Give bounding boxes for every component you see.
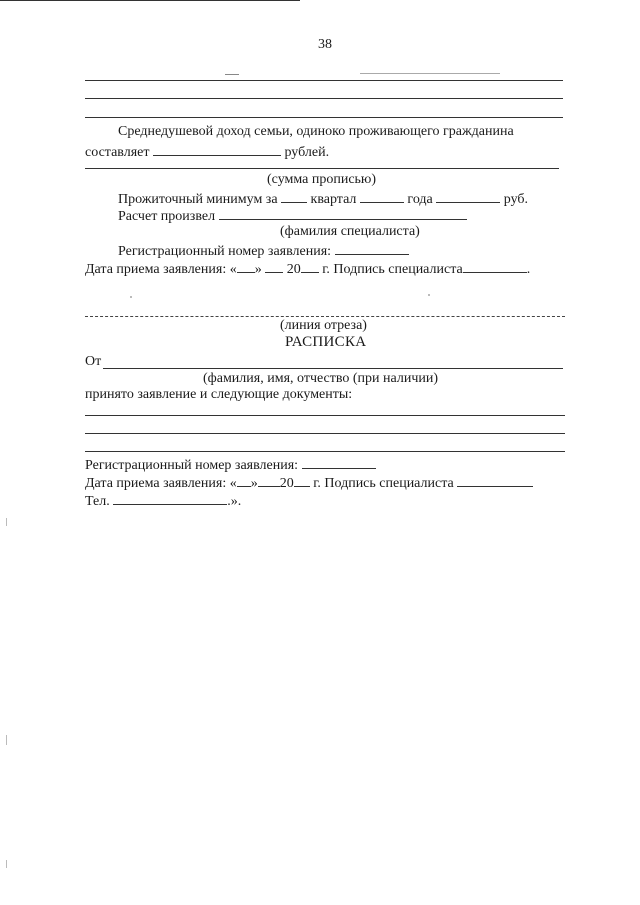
signature-blank-top — [463, 260, 527, 273]
registration-number-blank-top — [335, 242, 409, 255]
income-suffix: рублей. — [284, 145, 330, 160]
receipt-signature-blank — [457, 474, 533, 487]
month-blank-top — [265, 260, 283, 273]
income-amount-blank — [153, 143, 281, 156]
scan-artifact — [6, 860, 7, 868]
receipt-phone-label: Тел. — [85, 494, 110, 509]
documents-line — [85, 433, 565, 434]
cut-line-caption: (линия отреза) — [280, 318, 367, 333]
date-line-top — [85, 260, 530, 278]
receipt-century: 20 — [279, 476, 294, 491]
documents-line — [85, 415, 565, 416]
receipt-registration-label: Регистрационный номер заявления: — [85, 458, 299, 473]
receipt-accepted-text: принято заявление и следующие документы: — [85, 387, 353, 402]
date-quote-close-top: » — [254, 262, 262, 277]
receipt-month-blank — [258, 474, 280, 487]
living-minimum-line — [118, 190, 528, 208]
cut-line — [85, 316, 565, 317]
receipt-date-quote-close: » — [250, 476, 258, 491]
century-top: 20 — [286, 262, 301, 277]
scan-artifact — [130, 296, 132, 298]
receipt-date-prefix: Дата приема заявления: « — [85, 476, 237, 491]
receipt-registration-blank — [302, 456, 376, 469]
date-end-top: . — [526, 262, 531, 277]
scan-artifact — [6, 735, 7, 745]
specialist-name-blank — [219, 207, 467, 220]
amount-in-words-line — [85, 168, 559, 169]
calculation-line — [118, 207, 467, 225]
year-suffix-blank-top — [301, 260, 319, 273]
scan-artifact — [225, 74, 239, 75]
receipt-title: РАСПИСКА — [285, 334, 367, 350]
income-prefix: составляет — [85, 145, 150, 160]
scan-artifact — [428, 294, 430, 296]
blank-line — [85, 80, 563, 81]
year-blank — [360, 190, 404, 203]
specialist-caption: (фамилия специалиста) — [280, 224, 420, 239]
documents-line — [85, 451, 565, 452]
date-prefix-top: Дата приема заявления: « — [85, 262, 237, 277]
receipt-signature-label: г. Подпись специалиста — [313, 476, 454, 491]
quarter-number-blank — [281, 190, 307, 203]
living-minimum-prefix: Прожиточный минимум за — [118, 192, 278, 207]
receipt-registration-line — [85, 456, 376, 474]
quarter-label: квартал — [310, 192, 357, 207]
top-edge-rule — [0, 0, 300, 1]
year-label: года — [407, 192, 433, 207]
amount-in-words-caption: (сумма прописью) — [267, 172, 377, 187]
receipt-from-caption: (фамилия, имя, отчество (при наличии) — [203, 371, 439, 386]
scan-artifact — [6, 518, 7, 526]
calculation-label: Расчет произвел — [118, 209, 216, 224]
currency-label: руб. — [503, 192, 529, 207]
receipt-from-label: От — [85, 354, 102, 369]
income-text-line2 — [85, 143, 329, 161]
receipt-year-blank — [294, 474, 310, 487]
registration-line-top — [118, 242, 409, 260]
blank-line — [85, 98, 563, 99]
blank-line — [85, 117, 563, 118]
registration-label-top: Регистрационный номер заявления: — [118, 244, 332, 259]
rub-amount-blank — [436, 190, 500, 203]
receipt-day-blank — [237, 474, 251, 487]
income-text-line1: Среднедушевой доход семьи, одиноко проживающего гражданина — [118, 124, 514, 139]
receipt-date-line — [85, 474, 533, 492]
page-number: 38 — [318, 37, 332, 52]
receipt-phone-blank — [113, 492, 227, 505]
scan-artifact — [360, 73, 500, 74]
day-blank-top — [237, 260, 255, 273]
receipt-from-line — [103, 368, 563, 369]
receipt-phone-end: .». — [227, 494, 242, 509]
signature-label-top: г. Подпись специалиста — [322, 262, 463, 277]
receipt-phone-line — [85, 492, 241, 510]
